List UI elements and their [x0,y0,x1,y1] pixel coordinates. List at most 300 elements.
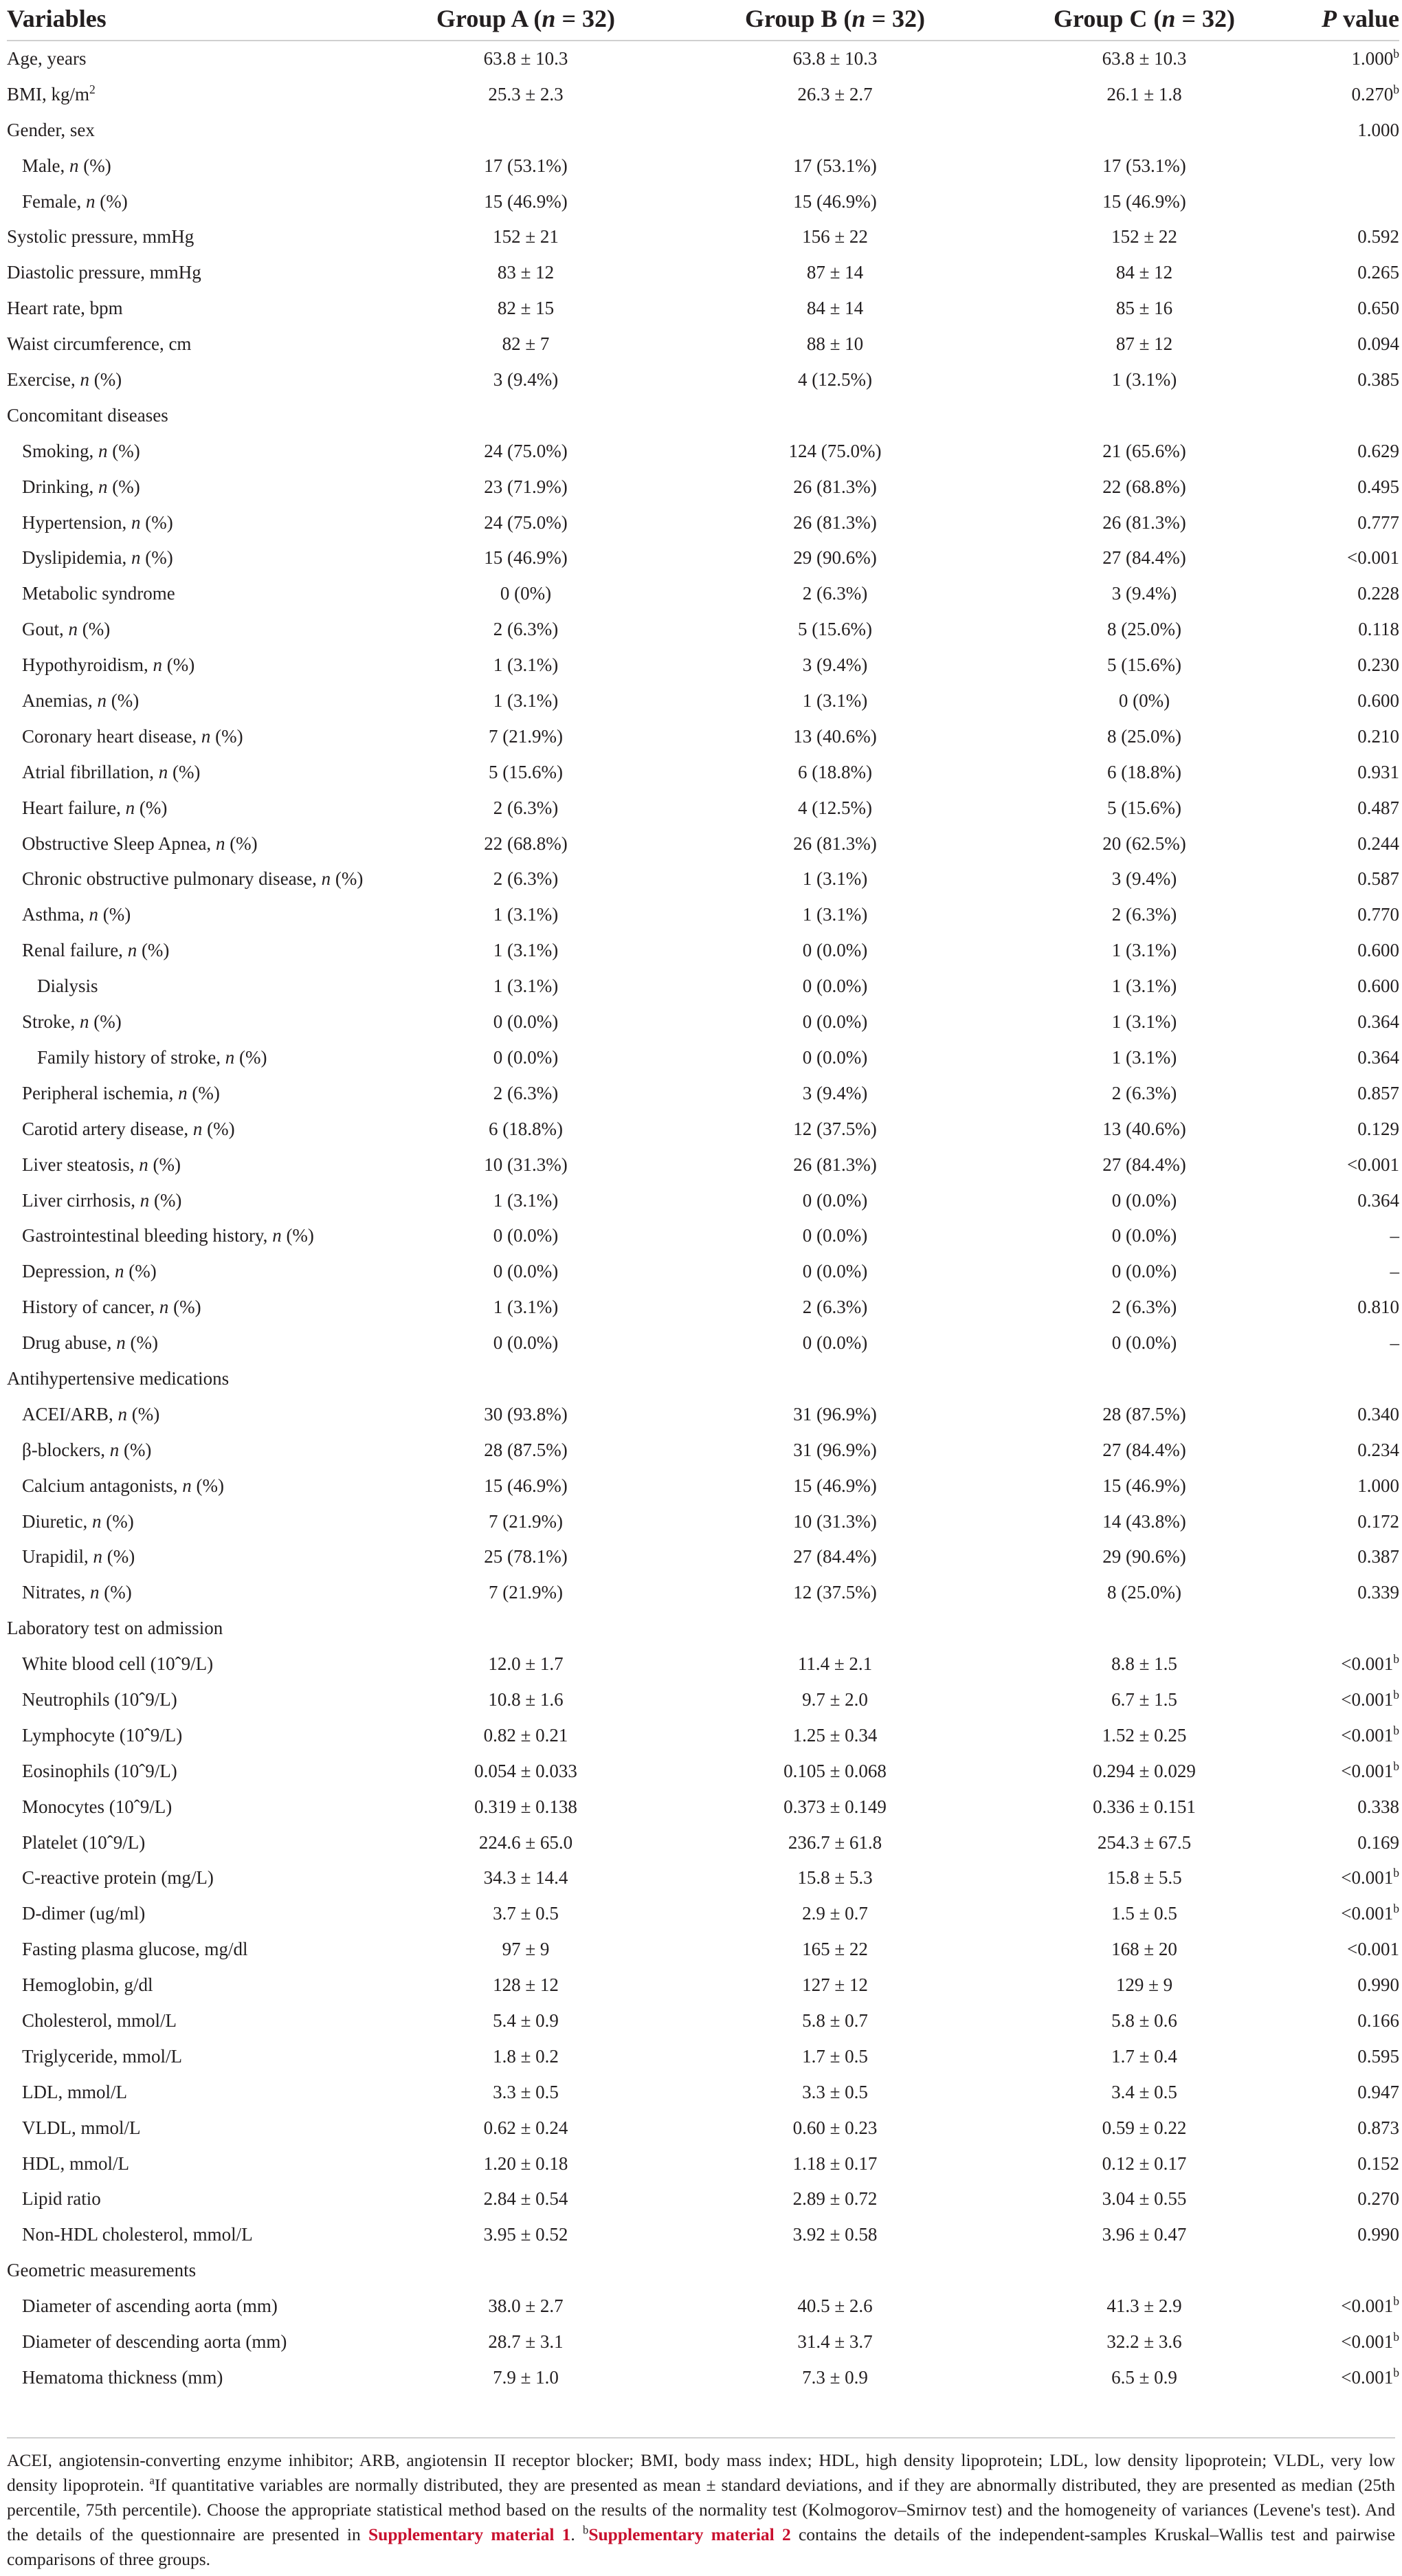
table-row [7,1325,1399,1361]
p-value: 0.094 [1357,333,1399,355]
table-row [7,505,1399,541]
table-row [7,897,1399,933]
row-label: Stroke, n (%) [22,1011,122,1033]
p-value: 0.230 [1357,654,1399,676]
p-value: 0.487 [1357,797,1399,818]
group-b-value: 7.3 ± 0.9 [802,2366,868,2388]
p-value-superscript: b [1393,2294,1399,2309]
group-b-value: 124 (75.0%) [788,440,882,461]
group-c-value: 0.59 ± 0.22 [1102,2117,1187,2138]
p-value: 0.857 [1357,1082,1399,1103]
row-label: D-dimer (ug/ml) [22,1903,146,1924]
group-a-value: 1.8 ± 0.2 [493,2045,559,2067]
group-a-value: 6 (18.8%) [489,1118,563,1139]
p-value: 0.270$^b$ [1351,82,1399,104]
row-label: Obstructive Sleep Apnea, n (%) [22,833,258,854]
group-c-value: 2 (6.3%) [1111,1297,1177,1318]
group-b-value: 63.8 ± 10.3 [792,48,878,69]
group-c-value: 0.12 ± 0.17 [1102,2153,1187,2174]
group-a-value: 7.9 ± 1.0 [493,2366,559,2388]
group-b-value: 29 (90.6%) [793,547,877,569]
group-c-value: 14 (43.8%) [1102,1510,1186,1532]
table-row [7,148,1399,184]
group-b-value: 12 (37.5%) [793,1582,877,1603]
group-a-value: 2 (6.3%) [493,1082,559,1103]
table-row [7,1860,1399,1896]
table-row [7,1754,1399,1790]
row-label: Hypertension, n (%) [22,511,173,533]
p-value: 0.990 [1357,2224,1399,2245]
group-b-value: 87 ± 14 [806,262,864,283]
row-label: Metabolic syndrome [22,583,175,604]
table-row [7,1076,1399,1112]
row-label: White blood cell (10ˆ9/L) [22,1653,214,1675]
row-label: History of cancer, n (%) [22,1297,201,1318]
row-label: Smoking, n (%) [22,440,140,461]
group-b-value: 1 (3.1%) [802,690,868,712]
row-label: Urapidil, n (%) [22,1546,135,1567]
row-label: Heart failure, n (%) [22,797,168,818]
table-row [7,576,1399,612]
p-value: 0.118 [1358,619,1399,640]
p-value: – [1390,1261,1399,1282]
group-c-value: 8 (25.0%) [1107,1582,1181,1603]
row-label: Laboratory test on admission [7,1618,223,1639]
group-a-value: 1 (3.1%) [493,654,559,676]
group-b-value: 31 (96.9%) [793,1403,877,1424]
row-label: Eosinophils (10ˆ9/L) [22,1760,177,1781]
row-label: C-reactive protein (mg/L) [22,1867,214,1889]
row-label: Drug abuse, n (%) [22,1332,158,1354]
row-label: Diameter of descending aorta (mm) [22,2331,287,2352]
table-row [7,2111,1399,2146]
table-row [7,2075,1399,2111]
p-value: 0.592 [1357,226,1399,247]
p-value: 0.364 [1357,1189,1399,1211]
p-value: 0.364 [1357,1046,1399,1068]
table-row [7,2289,1399,2324]
group-b-value: 2.89 ± 0.72 [792,2188,878,2210]
group-c-value: 22 (68.8%) [1102,476,1186,497]
row-label: Lipid ratio [22,2188,101,2210]
group-a-value: 224.6 ± 65.0 [478,1831,573,1853]
table-row [7,1647,1399,1682]
p-value: 0.387 [1357,1546,1399,1567]
group-a-value: 82 ± 15 [497,298,555,319]
group-c-value: 1.52 ± 0.25 [1102,1724,1187,1746]
header-group-b: Group B (n = 32) [745,5,925,32]
row-label: Gastrointestinal bleeding history, n (%) [22,1225,314,1246]
table-row [7,1575,1399,1611]
group-c-value: 15.8 ± 5.5 [1106,1867,1182,1889]
group-b-value: 165 ± 22 [802,1939,868,1960]
group-c-value: 1 (3.1%) [1111,1046,1177,1068]
group-a-value: 0 (0.0%) [493,1011,559,1033]
group-a-value: 1 (3.1%) [493,904,559,925]
p-value: <0.001 [1347,1154,1399,1175]
row-label: Geometric measurements [7,2260,197,2281]
p-value: 0.270 [1357,2188,1399,2210]
table-row [7,933,1399,969]
table-row [7,434,1399,470]
p-value: <0.001$^b$ [1341,2365,1399,2388]
table-footnote [7,2437,1395,2572]
group-a-value: 30 (93.8%) [484,1403,568,1424]
table-row [7,1896,1399,1932]
table-row [7,291,1399,327]
p-value: 0.228 [1357,583,1399,604]
table-row [7,826,1399,862]
group-b-value: 31.4 ± 3.7 [797,2331,873,2352]
group-c-value: 8 (25.0%) [1107,619,1181,640]
p-value-superscript: b [1393,2365,1399,2379]
row-label: Depression, n (%) [22,1261,157,1282]
row-label: Hematoma thickness (mm) [22,2366,223,2388]
group-b-value: 1.7 ± 0.5 [802,2045,868,2067]
group-b-value: 3 (9.4%) [802,654,868,676]
group-c-value: 15 (46.9%) [1102,190,1186,212]
table-header [7,0,1399,41]
p-value: 0.600 [1357,940,1399,961]
table-row [7,1361,1399,1397]
group-a-value: 0 (0.0%) [493,1332,559,1354]
group-a-value: 0 (0%) [500,583,552,604]
table-row [7,648,1399,683]
group-b-value: 2.9 ± 0.7 [802,1903,868,1924]
row-label: Diameter of ascending aorta (mm) [22,2296,278,2317]
table-row [7,1112,1399,1147]
group-c-value: 5.8 ± 0.6 [1111,2010,1177,2031]
group-b-value: 6 (18.8%) [798,761,872,782]
group-a-value: 128 ± 12 [493,1974,559,1996]
baseline-characteristics-table [7,0,1399,2396]
p-value: 0.990 [1357,1974,1399,1996]
group-b-value: 0 (0.0%) [802,1332,868,1354]
p-value: <0.001$^b$ [1341,1687,1399,1710]
group-c-value: 0 (0.0%) [1111,1261,1177,1282]
table-row [7,1611,1399,1647]
p-value: – [1390,1332,1399,1354]
group-c-value: 27 (84.4%) [1102,1439,1186,1460]
group-a-value: 17 (53.1%) [484,155,568,176]
table-row [7,1539,1399,1575]
group-a-value: 63.8 ± 10.3 [483,48,568,69]
group-a-value: 0 (0.0%) [493,1261,559,1282]
table-row [7,470,1399,505]
group-b-value: 3.92 ± 0.58 [792,2224,878,2245]
group-c-value: 0.294 ± 0.029 [1093,1760,1196,1781]
table-row [7,612,1399,648]
group-a-value: 3.3 ± 0.5 [493,2081,559,2102]
group-a-value: 1.20 ± 0.18 [483,2153,568,2174]
row-label: Dialysis [37,976,98,997]
group-c-value: 84 ± 12 [1115,262,1173,283]
table-row [7,1790,1399,1825]
p-value: <0.001$^b$ [1341,2330,1399,2352]
header-group-c: Group C (n = 32) [1054,5,1235,32]
row-label: Age, years [7,48,87,69]
table-row [7,41,1399,77]
p-value-superscript: b [1393,47,1399,60]
p-value: <0.001$^b$ [1341,1652,1399,1675]
row-label: Diastolic pressure, mmHg [7,262,201,283]
group-a-value: 1 (3.1%) [493,1189,559,1211]
row-label: Cholesterol, mmol/L [22,2010,177,2031]
p-value: 1.000$^b$ [1351,47,1399,69]
group-c-value: 6 (18.8%) [1107,761,1181,782]
group-c-value: 5 (15.6%) [1107,797,1181,818]
group-a-value: 2 (6.3%) [493,619,559,640]
p-value: 0.340 [1357,1403,1399,1424]
row-label: Platelet (10ˆ9/L) [22,1831,146,1853]
group-a-value: 3 (9.4%) [493,369,559,390]
group-a-value: 1 (3.1%) [493,1297,559,1318]
footnote-tests: contains the details of the independent-samples Kruskal–Wallis test and pairwise comparisons of three groups. [7,2524,1396,2569]
group-b-value: 15.8 ± 5.3 [797,1867,873,1889]
group-a-value: 82 ± 7 [502,333,550,355]
footnote-methods: If quantitative variables are normally distributed, they are presented as mean ± standard deviations, and if they are abnormally distributed, they are presented as median (25th percentile, 75th percentile). Choose the appropriate statistical method based on the results of the normality test (Kolmogorov–Smirnov test) and the homogeneity of variances (Levene's test). And the details of the questionnaire are presented in [7,2475,1396,2544]
table-row [7,1147,1399,1183]
group-c-value: 20 (62.5%) [1102,833,1186,854]
p-value: 0.265 [1357,262,1399,283]
row-label: Female, n (%) [22,190,128,212]
group-a-value: 5 (15.6%) [489,761,563,782]
row-label: ACEI/ARB, n (%) [22,1403,160,1424]
table-row [7,1040,1399,1076]
group-c-value: 87 ± 12 [1115,333,1173,355]
p-value: 0.169 [1357,1831,1399,1853]
p-value: 0.777 [1357,511,1399,533]
group-a-value: 38.0 ± 2.7 [488,2296,564,2317]
row-label: Triglyceride, mmol/L [22,2045,182,2067]
p-value: 0.600 [1357,690,1399,712]
group-c-value: 29 (90.6%) [1102,1546,1186,1567]
group-c-value: 254.3 ± 67.5 [1097,1831,1192,1853]
row-label: Male, n (%) [22,155,111,176]
group-b-value: 0 (0.0%) [802,1261,868,1282]
row-label: Systolic pressure, mmHg [7,226,194,247]
group-c-value: 63.8 ± 10.3 [1102,48,1187,69]
row-label: Carotid artery disease, n (%) [22,1118,235,1139]
group-b-value: 11.4 ± 2.1 [797,1653,873,1675]
row-label: Gout, n (%) [22,619,111,640]
group-a-value: 25.3 ± 2.3 [488,83,564,104]
group-c-value: 15 (46.9%) [1102,1475,1186,1496]
table-row [7,2003,1399,2039]
group-a-value: 15 (46.9%) [484,190,568,212]
p-value: <0.001$^b$ [1341,1723,1399,1746]
group-a-value: 24 (75.0%) [484,440,568,461]
table-row [7,1504,1399,1540]
group-b-value: 4 (12.5%) [798,369,872,390]
p-value: 0.338 [1357,1796,1399,1817]
p-value-superscript: b [1393,1652,1399,1666]
p-value: 0.810 [1357,1297,1399,1318]
p-value: 0.129 [1357,1118,1399,1139]
p-value-superscript: b [1393,82,1399,96]
group-a-value: 2 (6.3%) [493,797,559,818]
group-b-value: 27 (84.4%) [793,1546,877,1567]
group-b-value: 26 (81.3%) [793,476,877,497]
group-a-value: 0.62 ± 0.24 [483,2117,568,2138]
group-c-value: 3 (9.4%) [1111,868,1177,890]
row-label: Atrial fibrillation, n (%) [22,761,201,782]
group-b-value: 0 (0.0%) [802,1189,868,1211]
group-c-value: 41.3 ± 2.9 [1106,2296,1182,2317]
group-c-value: 27 (84.4%) [1102,547,1186,569]
group-b-value: 2 (6.3%) [802,583,868,604]
group-b-value: 0 (0.0%) [802,1046,868,1068]
table-row [7,791,1399,826]
row-label: Fasting plasma glucose, mg/dl [22,1939,248,1960]
table-row [7,1825,1399,1861]
table-row [7,2181,1399,2217]
table-row [7,2146,1399,2182]
group-a-value: 24 (75.0%) [484,511,568,533]
group-b-value: 26 (81.3%) [793,1154,877,1175]
table-row [7,255,1399,291]
row-label: Neutrophils (10ˆ9/L) [22,1688,177,1710]
p-value: 0.595 [1357,2045,1399,2067]
group-c-value: 0 (0.0%) [1111,1225,1177,1246]
group-b-value: 1 (3.1%) [802,868,868,890]
p-value: 0.234 [1357,1439,1399,1460]
group-b-value: 2 (6.3%) [802,1297,868,1318]
group-a-value: 0.054 ± 0.033 [474,1760,577,1781]
group-a-value: 10 (31.3%) [484,1154,568,1175]
p-value: <0.001 [1347,1939,1399,1960]
table-row [7,1718,1399,1754]
group-a-value: 7 (21.9%) [489,725,563,747]
table-row [7,327,1399,362]
group-a-value: 2.84 ± 0.54 [483,2188,568,2210]
group-c-value: 3.04 ± 0.55 [1102,2188,1187,2210]
table-row [7,1397,1399,1433]
group-b-value: 0.373 ± 0.149 [783,1796,887,1817]
table-row [7,113,1399,148]
table-row [7,2217,1399,2253]
group-c-value: 13 (40.6%) [1102,1118,1186,1139]
group-a-value: 3.95 ± 0.52 [483,2224,568,2245]
group-c-value: 17 (53.1%) [1102,155,1186,176]
group-a-value: 15 (46.9%) [484,1475,568,1496]
row-label: Non-HDL cholesterol, mmol/L [22,2224,253,2245]
table-row [7,2360,1399,2396]
p-value: 0.152 [1357,2153,1399,2174]
header-group-a: Group A (n = 32) [436,5,615,32]
row-label: Nitrates, n (%) [22,1582,132,1603]
p-value: – [1390,1225,1399,1246]
group-c-value: 3.96 ± 0.47 [1102,2224,1187,2245]
group-a-value: 0.82 ± 0.21 [483,1724,568,1746]
group-c-value: 28 (87.5%) [1102,1403,1186,1424]
supplementary-material-1-link[interactable]: Supplementary material 1 [368,2524,571,2544]
group-b-value: 127 ± 12 [802,1974,868,1996]
group-b-value: 3 (9.4%) [802,1082,868,1103]
row-label: Heart rate, bpm [7,298,123,319]
group-c-value: 1 (3.1%) [1111,976,1177,997]
group-a-value: 2 (6.3%) [493,868,559,890]
row-label: Liver steatosis, n (%) [22,1154,181,1175]
footnote-separator: . [570,2524,583,2544]
group-c-value: 0 (0%) [1118,690,1170,712]
row-label: Antihypertensive medications [7,1367,230,1389]
group-a-value: 1 (3.1%) [493,976,559,997]
group-b-value: 156 ± 22 [802,226,868,247]
row-label: LDL, mmol/L [22,2081,127,2102]
p-value: <0.001$^b$ [1341,1902,1399,1924]
row-label: Lymphocyte (10ˆ9/L) [22,1724,183,1746]
p-value: 0.947 [1357,2081,1399,2102]
group-a-value: 7 (21.9%) [489,1582,563,1603]
group-a-value: 152 ± 21 [493,226,559,247]
table-row [7,969,1399,1004]
table-row [7,1468,1399,1504]
group-b-value: 4 (12.5%) [798,797,872,818]
table-row [7,1433,1399,1468]
row-label: Concomitant diseases [7,404,168,426]
p-value: 0.172 [1357,1510,1399,1532]
group-b-value: 0 (0.0%) [802,1011,868,1033]
group-b-value: 84 ± 14 [806,298,864,319]
group-c-value: 2 (6.3%) [1111,1082,1177,1103]
group-b-value: 1.18 ± 0.17 [792,2153,878,2174]
table-body [7,41,1399,2396]
table-row [7,184,1399,220]
row-label: VLDL, mmol/L [22,2117,141,2138]
p-value: 0.587 [1357,868,1399,890]
group-b-value: 1.25 ± 0.34 [792,1724,878,1746]
group-a-value: 5.4 ± 0.9 [493,2010,559,2031]
group-b-value: 9.7 ± 2.0 [802,1688,868,1710]
group-b-value: 15 (46.9%) [793,190,877,212]
group-c-value: 27 (84.4%) [1102,1154,1186,1175]
group-c-value: 8.8 ± 1.5 [1111,1653,1177,1675]
group-c-value: 3.4 ± 0.5 [1111,2081,1177,2102]
row-label: Renal failure, n (%) [22,940,170,961]
group-b-value: 31 (96.9%) [793,1439,877,1460]
row-label: Family history of stroke, n (%) [37,1046,267,1068]
table-row [7,1004,1399,1040]
table-row [7,2253,1399,2289]
table-row [7,1932,1399,1968]
table-row [7,1968,1399,2003]
table-row [7,1218,1399,1254]
p-value: 0.650 [1357,298,1399,319]
table-row [7,861,1399,897]
row-label: Monocytes (10ˆ9/L) [22,1796,173,1817]
group-c-value: 1 (3.1%) [1111,369,1177,390]
group-a-value: 83 ± 12 [497,262,555,283]
group-b-value: 17 (53.1%) [793,155,877,176]
group-c-value: 1 (3.1%) [1111,1011,1177,1033]
group-a-value: 23 (71.9%) [484,476,568,497]
p-value: 0.931 [1357,761,1399,782]
group-a-value: 10.8 ± 1.6 [488,1688,564,1710]
footnote-marker-b: b [583,2523,589,2537]
group-c-value: 21 (65.6%) [1102,440,1186,461]
row-label: Diuretic, n (%) [22,1510,134,1532]
group-b-value: 26.3 ± 2.7 [797,83,873,104]
p-value: 0.385 [1357,369,1399,390]
group-c-value: 2 (6.3%) [1111,904,1177,925]
p-value: <0.001$^b$ [1341,2294,1399,2317]
group-a-value: 1 (3.1%) [493,690,559,712]
table-row [7,1183,1399,1219]
supplementary-material-2-link[interactable]: Supplementary material 2 [588,2524,791,2544]
table-row [7,683,1399,719]
header-variables: Variables [7,5,107,32]
